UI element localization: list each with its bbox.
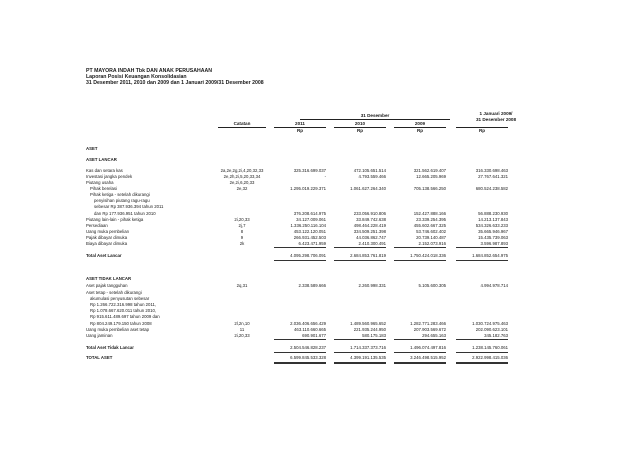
row-value: 202.090.623.101	[475, 326, 508, 332]
row-label: Aset tetap - setelah dikurangi	[86, 290, 142, 295]
subtotal-rule	[456, 247, 508, 248]
row-label: Biaya dibayar dimuka	[86, 240, 128, 246]
row-value: 6.599.845.533.328	[290, 355, 326, 360]
col-catatan: Catatan	[233, 121, 251, 126]
row-value: 56.888.230.930	[478, 210, 508, 216]
grand-total-double-rule	[274, 363, 326, 364]
total-rule	[456, 352, 508, 353]
row-value: 2.410.300.491	[358, 240, 386, 246]
row-value: 4.095.298.706.091	[290, 253, 326, 258]
table-row	[0, 198, 638, 204]
row-value: 4.994.978.714	[480, 283, 508, 288]
row-value: 53.746.602.402	[416, 228, 446, 234]
row-value: 690.901.677	[302, 332, 326, 338]
row-value: 1.750.424.018.336	[410, 253, 446, 258]
row-value: 1.336.250.116.104	[290, 222, 326, 228]
unit-2008: Rp	[478, 128, 486, 133]
total-rule	[274, 352, 326, 353]
subtotal-rule	[274, 339, 326, 340]
row-note: 2a,2e,2g,2i,4,20,32,33	[220, 167, 264, 173]
col-group-rule	[300, 119, 450, 120]
table-row	[0, 283, 638, 289]
row-label: Persediaan	[86, 222, 108, 228]
row-value: 4.793.559.466	[358, 173, 386, 179]
row-note: 2e,32	[236, 185, 248, 191]
row-value: 345.182.763	[484, 332, 508, 338]
col-2009: 2009	[414, 121, 426, 126]
row-label: sebesar Rp 387.936.394 tahun 2011	[94, 204, 164, 209]
row-value: 3.596.987.893	[480, 240, 508, 246]
row-value: 316.330.698.463	[475, 167, 508, 173]
row-label: Investasi jangka pendek	[86, 173, 133, 179]
row-label: dan Rp 177.936.951 tahun 2010	[94, 210, 156, 216]
row-label: Pihak berelasi	[90, 185, 117, 191]
row-value: 20.739.140.487	[416, 234, 446, 240]
subtotal-rule	[456, 339, 508, 340]
total-rule	[274, 260, 326, 261]
row-value: 534.326.633.233	[475, 222, 508, 228]
col-group-label: 31 Desember	[360, 113, 390, 118]
row-note: 11	[239, 326, 245, 332]
row-value: 1.714.337.373.716	[350, 345, 386, 350]
row-value: 152.427.888.166	[413, 210, 446, 216]
row-value: 705.138.566.250	[413, 185, 446, 191]
row-note: 2l,2n,10	[234, 320, 250, 326]
row-value: 463.110.660.665	[294, 326, 326, 332]
total-rule	[456, 260, 508, 261]
row-label: Rp 915.611.489.697 tahun 2009 dan	[90, 314, 160, 319]
row-value: 2.504.546.828.237	[290, 345, 326, 350]
grand-total-double-rule	[334, 363, 386, 364]
row-value: 455.602.667.325	[413, 222, 446, 228]
subtotal-rule	[334, 339, 386, 340]
row-note: 2i,20,33	[234, 216, 250, 222]
row-label: Piutang lain-lain - pihak ketiga	[86, 216, 144, 222]
row-note: 2i,20,33	[234, 332, 250, 338]
row-value: 6.423.471.959	[298, 240, 326, 246]
row-label: Piutang usaha	[86, 179, 114, 185]
row-note: 2e,2h,2i,5,20,33,34	[223, 173, 261, 179]
row-value: 27.767.641.321	[478, 173, 508, 179]
row-value: 472.105.651.514	[353, 167, 386, 173]
row-value: 2.260.998.331	[358, 283, 386, 288]
row-label: ASET LANCAR	[86, 157, 117, 162]
row-note: 8	[240, 228, 244, 234]
row-value: 1.489.560.965.652	[350, 320, 386, 326]
row-value: 294.655.163	[422, 332, 446, 338]
row-label: ASET	[86, 146, 98, 151]
row-label: Pihak ketiga - setelah dikurangi	[90, 191, 150, 197]
subtotal-rule	[334, 247, 386, 248]
row-value: 2.338.589.666	[298, 283, 326, 288]
report-period: 31 Desember 2011, 2010 dan 2009 dan 1 Januari 2009/31 Desember 2008	[86, 80, 264, 87]
row-value: 376.208.614.975	[293, 210, 326, 216]
table-row	[0, 355, 638, 361]
header-rule-catatan	[218, 127, 266, 128]
row-value: 35.665.946.967	[478, 228, 508, 234]
table-row	[0, 146, 638, 152]
total-rule	[334, 352, 386, 353]
row-value: -	[324, 173, 326, 179]
row-value: 580.175.183	[362, 332, 386, 338]
row-label: Uang jaminan	[86, 332, 113, 338]
table-row	[0, 276, 638, 282]
row-value: 2.922.998.415.036	[472, 355, 508, 360]
row-label: Uang muka pembelian	[86, 228, 129, 234]
unit-2009: Rp	[416, 128, 424, 133]
row-value: 1.295.019.229.371	[290, 185, 326, 191]
subtotal-rule	[394, 339, 446, 340]
row-value: 33.849.742.638	[356, 216, 386, 222]
row-value: 266.931.452.503	[293, 234, 326, 240]
table-row	[0, 345, 638, 351]
row-value: 453.122.120.051	[293, 228, 326, 234]
subtotal-rule	[394, 247, 446, 248]
row-value: 1.684.852.654.975	[472, 253, 508, 258]
row-note: 2e,2i,6,20,33	[229, 179, 255, 185]
row-value: 14.213.137.843	[478, 216, 508, 222]
row-value: 3.246.498.515.952	[410, 355, 446, 360]
table-row	[0, 157, 638, 163]
row-value: 1.496.074.497.816	[410, 345, 446, 350]
row-label: Total Aset Tidak Lancar	[86, 345, 134, 350]
row-value: 44.036.862.747	[356, 234, 386, 240]
row-label: Rp 804.249.179.150 tahun 2008	[90, 320, 152, 326]
unit-2010: Rp	[356, 128, 364, 133]
row-label: penyisihan piutang ragu-ragu	[94, 197, 150, 203]
row-label: ASET TIDAK LANCAR	[86, 276, 132, 281]
row-value: 2.684.853.761.819	[350, 253, 386, 258]
row-value: 12.665.205.969	[416, 173, 446, 179]
row-value: 2.036.406.656.429	[290, 320, 326, 326]
row-note: 2q,31	[236, 283, 248, 288]
total-rule	[394, 260, 446, 261]
row-label: Aset pajak tangguhan	[86, 283, 128, 288]
col4-header-line1: 1 Januari 2009/	[479, 111, 513, 116]
row-note: 9	[240, 234, 244, 240]
row-label: akumulasi penyusutan sebesar	[90, 296, 150, 301]
row-value: 233.056.910.806	[353, 210, 386, 216]
unit-2011: Rp	[296, 128, 304, 133]
total-rule	[394, 352, 446, 353]
row-value: 2.152.073.916	[418, 240, 446, 246]
row-value: 221.935.244.950	[353, 326, 386, 332]
row-label: Kas dan setara kas	[86, 167, 123, 173]
row-value: 1.238.145.760.061	[472, 345, 508, 350]
row-label: Total Aset Lancar	[86, 253, 122, 258]
subtotal-rule	[274, 247, 326, 248]
table-row	[0, 204, 638, 210]
row-value: 1.030.724.975.463	[472, 320, 508, 326]
row-value: 5.105.600.305	[418, 283, 446, 288]
row-value: 4.399.191.135.535	[350, 355, 386, 360]
col4-header-line2: 31 Desember 2008	[475, 117, 517, 122]
row-label: Pajak dibayar dimuka	[86, 234, 128, 240]
row-label: TOTAL ASET	[86, 355, 113, 360]
row-value: 34.127.009.061	[296, 216, 326, 222]
row-value: 325.316.699.037	[293, 167, 326, 173]
row-label: Uang muka pembelian aset tetap	[86, 326, 150, 332]
row-value: 15.435.739.063	[478, 234, 508, 240]
table-row	[0, 314, 638, 320]
row-value: 1.282.771.283.466	[410, 320, 446, 326]
grand-total-double-rule	[456, 363, 508, 364]
row-value: 1.061.627.264.340	[350, 185, 386, 191]
report-title: Laporan Posisi Keuangan Konsolidasian	[86, 74, 187, 81]
row-value: 334.509.251.398	[353, 228, 386, 234]
report-header	[86, 68, 264, 87]
row-value: 207.903.569.672	[413, 326, 446, 332]
company-name: PT MAYORA INDAH Tbk DAN ANAK PERUSAHAAN	[86, 68, 212, 74]
row-note: 2j,7	[238, 222, 246, 228]
col-2011: 2011	[295, 121, 305, 126]
row-value: 321.562.619.407	[413, 167, 446, 173]
row-value: 498.464.228.419	[353, 222, 386, 228]
row-label: Rp 1.266.722.316.998 tahun 2011,	[90, 302, 157, 307]
grand-total-double-rule	[394, 363, 446, 364]
row-note: 2k	[239, 240, 245, 246]
total-rule	[334, 260, 386, 261]
row-label: Rp 1.078.667.620.011 tahun 2010,	[90, 308, 157, 313]
row-value: 680.524.238.582	[475, 185, 508, 191]
col-2010: 2010	[354, 121, 366, 126]
row-value: 23.339.254.395	[416, 216, 446, 222]
table-row	[0, 253, 638, 259]
